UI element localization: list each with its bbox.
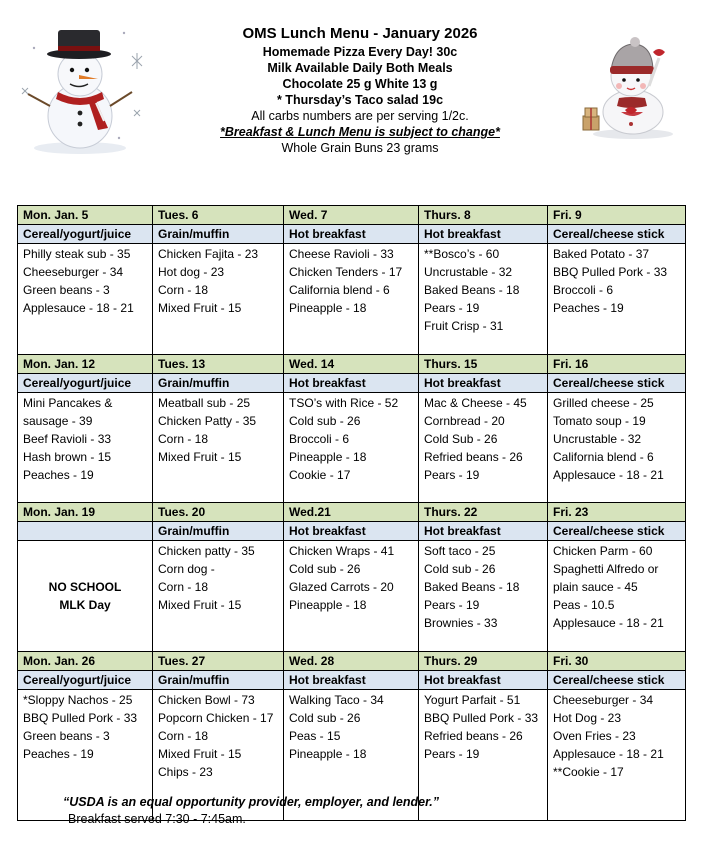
menu-item: Baked Potato - 37 <box>553 247 650 261</box>
breakfast-category: Cereal/cheese stick <box>548 374 686 393</box>
subject-to-change-note: *Breakfast & Lunch Menu is subject to change* <box>220 125 500 139</box>
menu-item: Pears - 19 <box>424 468 480 482</box>
menu-item: Refried beans - 26 <box>424 450 523 464</box>
menu-title: OMS Lunch Menu - January 2026 <box>242 25 478 42</box>
menu-item: Peas - 10.5 <box>553 598 615 612</box>
day-menu-cell <box>284 393 419 503</box>
menu-item: BBQ Pulled Pork - 33 <box>23 711 138 725</box>
breakfast-category: Hot breakfast <box>284 522 419 541</box>
milk-carbs-note: Chocolate 25 g White 13 g <box>282 77 438 91</box>
menu-item: Pineapple - 18 <box>289 301 367 315</box>
day-date: Mon. Jan. 19 <box>18 503 153 522</box>
menu-item: Corn - 18 <box>158 432 209 446</box>
menu-item: Cheeseburger - 34 <box>553 693 654 707</box>
breakfast-category: Hot breakfast <box>419 225 548 244</box>
breakfast-category: Grain/muffin <box>153 225 284 244</box>
menu-item: Applesauce - 18 - 21 <box>23 301 134 315</box>
lunch-menu-table <box>17 205 686 821</box>
menu-item: Applesauce - 18 - 21 <box>553 747 664 761</box>
day-menu-cell <box>284 244 419 355</box>
menu-item: Fruit Crisp - 31 <box>424 319 504 333</box>
menu-item: Cheeseburger - 34 <box>23 265 124 279</box>
day-date: Tues. 13 <box>153 355 284 374</box>
usda-statement: “USDA is an equal opportunity provider, employer, and lender.” <box>63 795 440 809</box>
menu-item: *Sloppy Nachos - 25 <box>23 693 133 707</box>
lunch-items-row <box>18 541 686 652</box>
menu-item: **Bosco’s - 60 <box>424 247 500 261</box>
breakfast-category: Grain/muffin <box>153 671 284 690</box>
menu-item: Chicken Patty - 35 <box>158 414 257 428</box>
day-menu-cell <box>153 541 284 652</box>
day-date: Thurs. 29 <box>419 652 548 671</box>
week-date-row <box>18 503 686 522</box>
menu-item: Cold sub - 26 <box>289 562 361 576</box>
menu-item: Broccoli - 6 <box>289 432 350 446</box>
day-date: Thurs. 15 <box>419 355 548 374</box>
menu-item: Grilled cheese - 25 <box>553 396 654 410</box>
menu-item: Applesauce - 18 - 21 <box>553 468 664 482</box>
day-menu-cell <box>548 541 686 652</box>
breakfast-category: Hot breakfast <box>419 522 548 541</box>
menu-item: Mixed Fruit - 15 <box>158 747 242 761</box>
day-menu-cell <box>153 244 284 355</box>
menu-item: Green beans - 3 <box>23 283 110 297</box>
menu-item: Corn dog - <box>158 562 215 576</box>
menu-item: Cornbread - 20 <box>424 414 505 428</box>
menu-item: Pears - 19 <box>424 747 480 761</box>
menu-item: Uncrustable - 32 <box>553 432 642 446</box>
day-menu-cell <box>548 690 686 821</box>
menu-item: Walking Taco - 34 <box>289 693 384 707</box>
menu-item: Cold Sub - 26 <box>424 432 498 446</box>
holiday-label: MLK Day <box>59 598 111 612</box>
breakfast-category: Cereal/yogurt/juice <box>18 225 153 244</box>
carbs-serving-note: All carbs numbers are per serving 1/2c. <box>251 109 469 123</box>
day-menu-cell <box>419 393 548 503</box>
lunch-items-row <box>18 393 686 503</box>
day-menu-cell <box>18 393 153 503</box>
snowman-top-hat-illustration <box>14 18 149 158</box>
menu-item: Tomato soup - 19 <box>553 414 646 428</box>
breakfast-category-row <box>18 671 686 690</box>
day-date: Fri. 16 <box>548 355 686 374</box>
menu-item: Corn - 18 <box>158 729 209 743</box>
menu-item: Pears - 19 <box>424 301 480 315</box>
menu-item: Applesauce - 18 - 21 <box>553 616 664 630</box>
taco-salad-note: * Thursday’s Taco salad 19c <box>276 93 444 107</box>
menu-item: Popcorn Chicken - 17 <box>158 711 274 725</box>
menu-item: TSO’s with Rice - 52 <box>289 396 399 410</box>
day-menu-cell <box>18 244 153 355</box>
menu-item: Chicken Tenders - 17 <box>289 265 403 279</box>
breakfast-category <box>18 522 153 541</box>
breakfast-category: Hot breakfast <box>419 671 548 690</box>
menu-item: Pears - 19 <box>424 598 480 612</box>
breakfast-category: Hot breakfast <box>419 374 548 393</box>
breakfast-category: Hot breakfast <box>284 225 419 244</box>
day-date: Fri. 23 <box>548 503 686 522</box>
no-school-label: NO SCHOOL <box>48 580 122 594</box>
breakfast-category: Cereal/cheese stick <box>548 225 686 244</box>
day-date: Tues. 6 <box>153 206 284 225</box>
menu-item: Beef Ravioli - 33 <box>23 432 112 446</box>
snowman-knit-hat-illustration <box>575 30 685 140</box>
breakfast-category: Cereal/cheese stick <box>548 671 686 690</box>
day-menu-cell <box>153 393 284 503</box>
menu-item: Refried beans - 26 <box>424 729 523 743</box>
day-date: Fri. 30 <box>548 652 686 671</box>
menu-item: Glazed Carrots - 20 <box>289 580 394 594</box>
day-date: Mon. Jan. 26 <box>18 652 153 671</box>
menu-item: Peaches - 19 <box>553 301 624 315</box>
menu-item: Peas - 15 <box>289 729 341 743</box>
day-menu-cell <box>419 541 548 652</box>
menu-item: Yogurt Parfait - 51 <box>424 693 521 707</box>
menu-item: Hash brown - 15 <box>23 450 112 464</box>
menu-item: Corn - 18 <box>158 283 209 297</box>
menu-item: Soft taco - 25 <box>424 544 496 558</box>
menu-item: Cold sub - 26 <box>289 711 361 725</box>
menu-item: Mac & Cheese - 45 <box>424 396 527 410</box>
day-date: Wed. 28 <box>284 652 419 671</box>
breakfast-category: Cereal/cheese stick <box>548 522 686 541</box>
breakfast-category: Hot breakfast <box>284 374 419 393</box>
breakfast-category-row <box>18 374 686 393</box>
day-menu-cell <box>548 244 686 355</box>
day-date: Tues. 27 <box>153 652 284 671</box>
menu-item: Oven Fries - 23 <box>553 729 636 743</box>
day-date: Thurs. 8 <box>419 206 548 225</box>
menu-item: Brownies - 33 <box>424 616 498 630</box>
menu-item: **Cookie - 17 <box>553 765 624 779</box>
menu-item: Chicken Parm - 60 <box>553 544 653 558</box>
menu-item: Peaches - 19 <box>23 468 94 482</box>
day-menu-cell <box>284 541 419 652</box>
breakfast-category: Cereal/yogurt/juice <box>18 374 153 393</box>
menu-item: BBQ Pulled Pork - 33 <box>553 265 668 279</box>
breakfast-time: Breakfast served 7:30 - 7:45am. <box>68 812 246 826</box>
day-date: Mon. Jan. 5 <box>18 206 153 225</box>
menu-item: Philly steak sub - 35 <box>23 247 131 261</box>
day-date: Wed. 7 <box>284 206 419 225</box>
day-menu-cell <box>548 393 686 503</box>
menu-item: Hot dog - 23 <box>158 265 225 279</box>
menu-item: Chicken patty - 35 <box>158 544 255 558</box>
day-date: Wed. 14 <box>284 355 419 374</box>
day-date: Wed.21 <box>284 503 419 522</box>
menu-item: Mixed Fruit - 15 <box>158 450 242 464</box>
menu-item: Baked Beans - 18 <box>424 283 520 297</box>
menu-item: California blend - 6 <box>553 450 654 464</box>
menu-item: BBQ Pulled Pork - 33 <box>424 711 539 725</box>
week-date-row <box>18 206 686 225</box>
menu-item: Broccoli - 6 <box>553 283 614 297</box>
pizza-note: Homemade Pizza Every Day! 30c <box>262 45 458 59</box>
menu-item: Cookie - 17 <box>289 468 351 482</box>
menu-item: Corn - 18 <box>158 580 209 594</box>
menu-item: Pineapple - 18 <box>289 450 367 464</box>
breakfast-category: Grain/muffin <box>153 374 284 393</box>
menu-item: Peaches - 19 <box>23 747 94 761</box>
menu-item: Pineapple - 18 <box>289 598 367 612</box>
menu-item: Mixed Fruit - 15 <box>158 598 242 612</box>
menu-item: Hot Dog - 23 <box>553 711 622 725</box>
menu-item: Chicken Bowl - 73 <box>158 693 255 707</box>
day-menu-cell <box>419 244 548 355</box>
menu-item: Green beans - 3 <box>23 729 110 743</box>
menu-item: Baked Beans - 18 <box>424 580 520 594</box>
menu-item: Cold sub - 26 <box>424 562 496 576</box>
menu-item: Cold sub - 26 <box>289 414 361 428</box>
menu-item: Spaghetti Alfredo or plain sauce - 45 <box>553 562 659 594</box>
menu-header <box>160 24 560 156</box>
menu-item: Chips - 23 <box>158 765 213 779</box>
menu-item: California blend - 6 <box>289 283 390 297</box>
day-date: Thurs. 22 <box>419 503 548 522</box>
day-date: Tues. 20 <box>153 503 284 522</box>
breakfast-category-row <box>18 225 686 244</box>
milk-note: Milk Available Daily Both Meals <box>267 61 453 75</box>
breakfast-category-row <box>18 522 686 541</box>
menu-item: Mini Pancakes & sausage - 39 <box>23 396 113 428</box>
menu-item: Chicken Fajita - 23 <box>158 247 259 261</box>
week-date-row <box>18 652 686 671</box>
menu-item: Mixed Fruit - 15 <box>158 301 242 315</box>
menu-footer <box>63 794 439 828</box>
lunch-items-row <box>18 244 686 355</box>
day-date: Mon. Jan. 12 <box>18 355 153 374</box>
no-school-cell <box>18 541 153 652</box>
breakfast-category: Cereal/yogurt/juice <box>18 671 153 690</box>
day-date: Fri. 9 <box>548 206 686 225</box>
week-date-row <box>18 355 686 374</box>
menu-item: Meatball sub - 25 <box>158 396 251 410</box>
menu-table-body <box>18 206 686 821</box>
breakfast-category: Grain/muffin <box>153 522 284 541</box>
menu-item: Pineapple - 18 <box>289 747 367 761</box>
buns-note: Whole Grain Buns 23 grams <box>281 141 439 155</box>
menu-item: Chicken Wraps - 41 <box>289 544 395 558</box>
menu-item: Uncrustable - 32 <box>424 265 513 279</box>
menu-item: Cheese Ravioli - 33 <box>289 247 394 261</box>
breakfast-category: Hot breakfast <box>284 671 419 690</box>
